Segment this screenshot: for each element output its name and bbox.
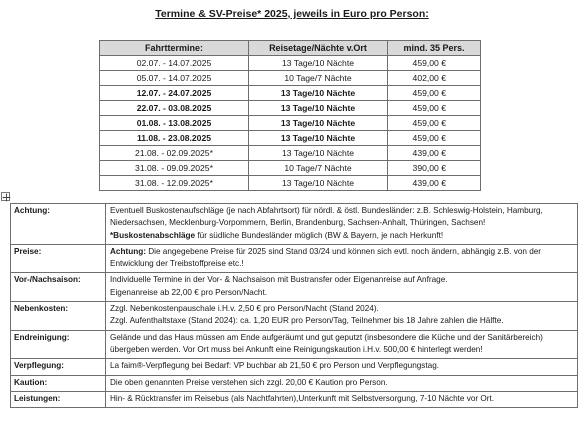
- table-row: [100, 116, 481, 131]
- price-cell: 402,00 €: [388, 71, 481, 86]
- info-label-leistungen: Leistungen:: [11, 391, 106, 407]
- info-row-preise: [11, 244, 578, 273]
- price-table-body: [100, 56, 481, 191]
- date-cell: 02.07. - 14.07.2025: [100, 56, 249, 71]
- duration-cell: 13 Tage/10 Nächte: [249, 56, 388, 71]
- duration-cell: 13 Tage/10 Nächte: [249, 131, 388, 146]
- info-label-verpflegung: Verpflegung:: [11, 359, 106, 375]
- duration-cell: 13 Tage/10 Nächte: [249, 101, 388, 116]
- info-label-endreinigung: Endreinigung:: [11, 330, 106, 359]
- date-cell: 11.08. - 23.08.2025: [100, 131, 249, 146]
- info-row-leistungen: [11, 391, 578, 407]
- table-row: [100, 101, 481, 116]
- achtung-text: Eventuell Buskostenaufschläge (je nach Abfahrtsort) für nördl. & östl. Bundesländer: z.B. Schleswig-Holstein, Hamburg, Niedersachsen, Mecklenburg-Vorpommern, Berlin, Brandenburg, Sachsen-Anhalt, Thüringen, Sachsen!: [110, 206, 543, 228]
- price-table: [99, 40, 481, 191]
- duration-cell: 13 Tage/10 Nächte: [249, 146, 388, 161]
- vornach-line1: Individuelle Termine in der Vor- & Nachsaison mit Bustransfer oder Eigenanreise auf Anfrage.: [110, 275, 448, 285]
- duration-cell: 13 Tage/10 Nächte: [249, 86, 388, 101]
- date-cell: 31.08. - 12.09.2025*: [100, 176, 249, 191]
- price-cell: 459,00 €: [388, 131, 481, 146]
- info-label-preise: Preise:: [11, 244, 106, 273]
- preise-text: Die angegebene Preise für 2025 sind Stand 03/24 und können sich evtl. noch ändern, abhängig z.B. von der Entwicklung der Treibstoffpreise etc.!: [110, 246, 542, 269]
- price-cell: 459,00 €: [388, 101, 481, 116]
- table-row: [100, 71, 481, 86]
- info-value-achtung: [106, 204, 578, 245]
- info-value-vornach: [106, 273, 578, 302]
- table-row: [100, 161, 481, 176]
- duration-cell: 13 Tage/10 Nächte: [249, 116, 388, 131]
- table-row: [100, 146, 481, 161]
- info-value-nebenkosten: [106, 302, 578, 331]
- table-row: [100, 56, 481, 71]
- info-value-leistungen: Hin- & Rücktransfer im Reisebus (als Nachtfahrten),Unterkunft mit Selbstversorgung, 7-10 Nächte vor Ort.: [106, 391, 578, 407]
- price-cell: 439,00 €: [388, 176, 481, 191]
- price-cell: 439,00 €: [388, 146, 481, 161]
- date-cell: 21.08. - 02.09.2025*: [100, 146, 249, 161]
- table-row: [100, 131, 481, 146]
- page-title: [0, 7, 584, 21]
- info-value-preise: [106, 244, 578, 273]
- info-row-nebenkosten: [11, 302, 578, 331]
- info-row-vornach: [11, 273, 578, 302]
- date-cell: 05.07. - 14.07.2025: [100, 71, 249, 86]
- nebenkosten-line2: Zzgl. Aufenthaltstaxe (Stand 2024): ca. 1,20 EUR pro Person/Tag, Teilnehmer bis 18 Jahre zahlen die Hälfte.: [110, 316, 504, 326]
- achtung-bold: *Buskostenabschläge: [110, 230, 196, 240]
- price-cell: 459,00 €: [388, 86, 481, 101]
- date-cell: 12.07. - 24.07.2025: [100, 86, 249, 101]
- table-row: [100, 176, 481, 191]
- achtung-rest: für südliche Bundesländer möglich (BW & Bayern, je nach Herkunft!: [195, 230, 444, 240]
- header-duration: Reisetage/Nächte v.Ort: [249, 41, 388, 56]
- info-row-kaution: [11, 375, 578, 391]
- info-label-kaution: Kaution:: [11, 375, 106, 391]
- table-row: [100, 86, 481, 101]
- info-row-endreinigung: [11, 330, 578, 359]
- date-cell: 31.08. - 09.09.2025*: [100, 161, 249, 176]
- info-value-kaution: Die oben genannten Preise verstehen sich zzgl. 20,00 € Kaution pro Person.: [106, 375, 578, 391]
- info-row-achtung: [11, 204, 578, 245]
- header-dates: Fahrttermine:: [100, 41, 249, 56]
- vornach-line2: Eigenanreise ab 22,00 € pro Person/Nacht.: [110, 287, 268, 297]
- info-row-verpflegung: [11, 359, 578, 375]
- nebenkosten-line1: Zzgl. Nebenkostenpauschale i.H.v. 2,50 € pro Person/Nacht (Stand 2024).: [110, 304, 379, 314]
- price-cell: 459,00 €: [388, 116, 481, 131]
- preise-bold: Achtung:: [110, 246, 146, 256]
- table-move-handle[interactable]: [1, 192, 10, 201]
- header-price: mind. 35 Pers.: [388, 41, 481, 56]
- duration-cell: 10 Tage/7 Nächte: [249, 161, 388, 176]
- info-label-achtung: Achtung:: [11, 204, 106, 245]
- price-cell: 390,00 €: [388, 161, 481, 176]
- price-cell: 459,00 €: [388, 56, 481, 71]
- info-label-vornach: Vor-/Nachsaison:: [11, 273, 106, 302]
- date-cell: 22.07. - 03.08.2025: [100, 101, 249, 116]
- info-label-nebenkosten: Nebenkosten:: [11, 302, 106, 331]
- info-table: [10, 203, 578, 408]
- date-cell: 01.08. - 13.08.2025: [100, 116, 249, 131]
- info-value-verpflegung: La faim®-Verpflegung bei Bedarf: VP buchbar ab 21,50 € pro Person und Verpflegungstag.: [106, 359, 578, 375]
- page-title-text: Termine & SV-Preise* 2025, jeweils in Euro pro Person:: [155, 8, 429, 20]
- duration-cell: 13 Tage/10 Nächte: [249, 176, 388, 191]
- duration-cell: 10 Tage/7 Nächte: [249, 71, 388, 86]
- info-value-endreinigung: Gelände und das Haus müssen am Ende aufgeräumt und gut geputzt (insbesondere die Küche und der Sanitärbereich) übergeben werden. Vor Ort muss bei Ankunft eine Reinigungskaution i.H.v. 500,00 € hinterlegt werden!: [106, 330, 578, 359]
- price-table-header-row: [100, 41, 481, 56]
